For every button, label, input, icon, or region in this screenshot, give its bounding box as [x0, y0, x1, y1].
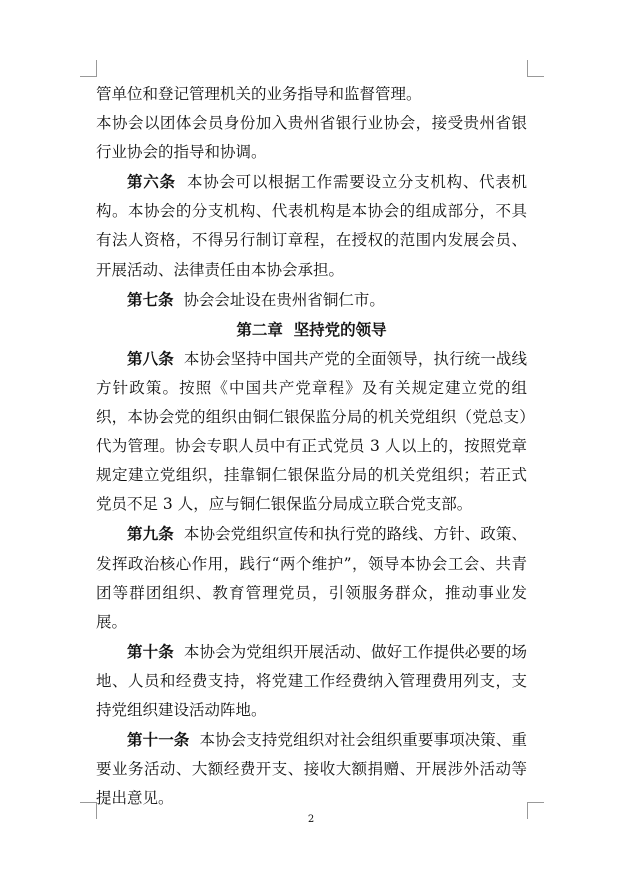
crop-mark-top-right	[527, 60, 544, 77]
article-text: 协会会址设在贵州省铜仁市。	[183, 290, 385, 309]
article-11	[96, 725, 527, 813]
article-text: 本协会支持党组织对社会组织重要事项决策、重要业务活动、大额经费开支、接收大额捐赠、开展涉外活动等提出意见。	[96, 731, 527, 808]
article-text: 本协会坚持中国共产党的全面领导，执行统一战线方针政策。按照《中国共产党章程》及有关规定建立党的组织，本协会党的组织由铜仁银保监分局的机关党组织（党总支）代为管理。协会专职人员中有正式党员 3 人以上的，按照党章规定建立党组织，挂靠铜仁银保监分局的机关党组织；若正式党员不足 3 人，应与铜仁银保监分局成立联合党支部。	[96, 349, 527, 514]
paragraph	[96, 109, 527, 167]
article-title: 第七条	[127, 289, 174, 309]
article-7	[96, 285, 527, 315]
article-10	[96, 637, 527, 725]
article-title: 第八条	[127, 348, 174, 368]
article-9	[96, 519, 527, 636]
crop-mark-top-left	[80, 60, 97, 77]
document-body	[96, 80, 527, 813]
article-title: 第十一条	[127, 730, 190, 750]
paragraph	[96, 80, 527, 109]
page-number: 2	[307, 814, 315, 825]
article-title: 第六条	[127, 172, 176, 192]
paragraph-text: 本协会以团体会员身份加入贵州省银行业协会，接受贵州省银行业协会的指导和协调。	[96, 114, 527, 162]
article-8	[96, 344, 527, 520]
article-6	[96, 167, 527, 284]
article-title: 第九条	[127, 524, 174, 544]
article-text: 本协会党组织宣传和执行党的路线、方针、政策、发挥政治核心作用，践行“两个维护”，领导本协会工会、共青团等群团组织、教育管理党员，引领服务群众，推动事业发展。	[96, 525, 527, 631]
article-text: 本协会为党组织开展活动、做好工作提供必要的场地、人员和经费支持，将党建工作经费纳入管理费用列支，支持党组织建设活动阵地。	[96, 642, 527, 719]
article-text: 本协会可以根据工作需要设立分支机构、代表机构。本协会的分支机构、代表机构是本协会的组成部分，不具有法人资格，不得另行制订章程，在授权的范围内发展会员、开展活动、法律责任由本协会承担。	[96, 173, 527, 279]
chapter-heading	[96, 315, 527, 344]
chapter-heading-text: 第二章 坚持党的领导	[236, 319, 387, 339]
paragraph-text: 管单位和登记管理机关的业务指导和监督管理。	[96, 85, 422, 103]
article-title: 第十条	[127, 641, 174, 661]
